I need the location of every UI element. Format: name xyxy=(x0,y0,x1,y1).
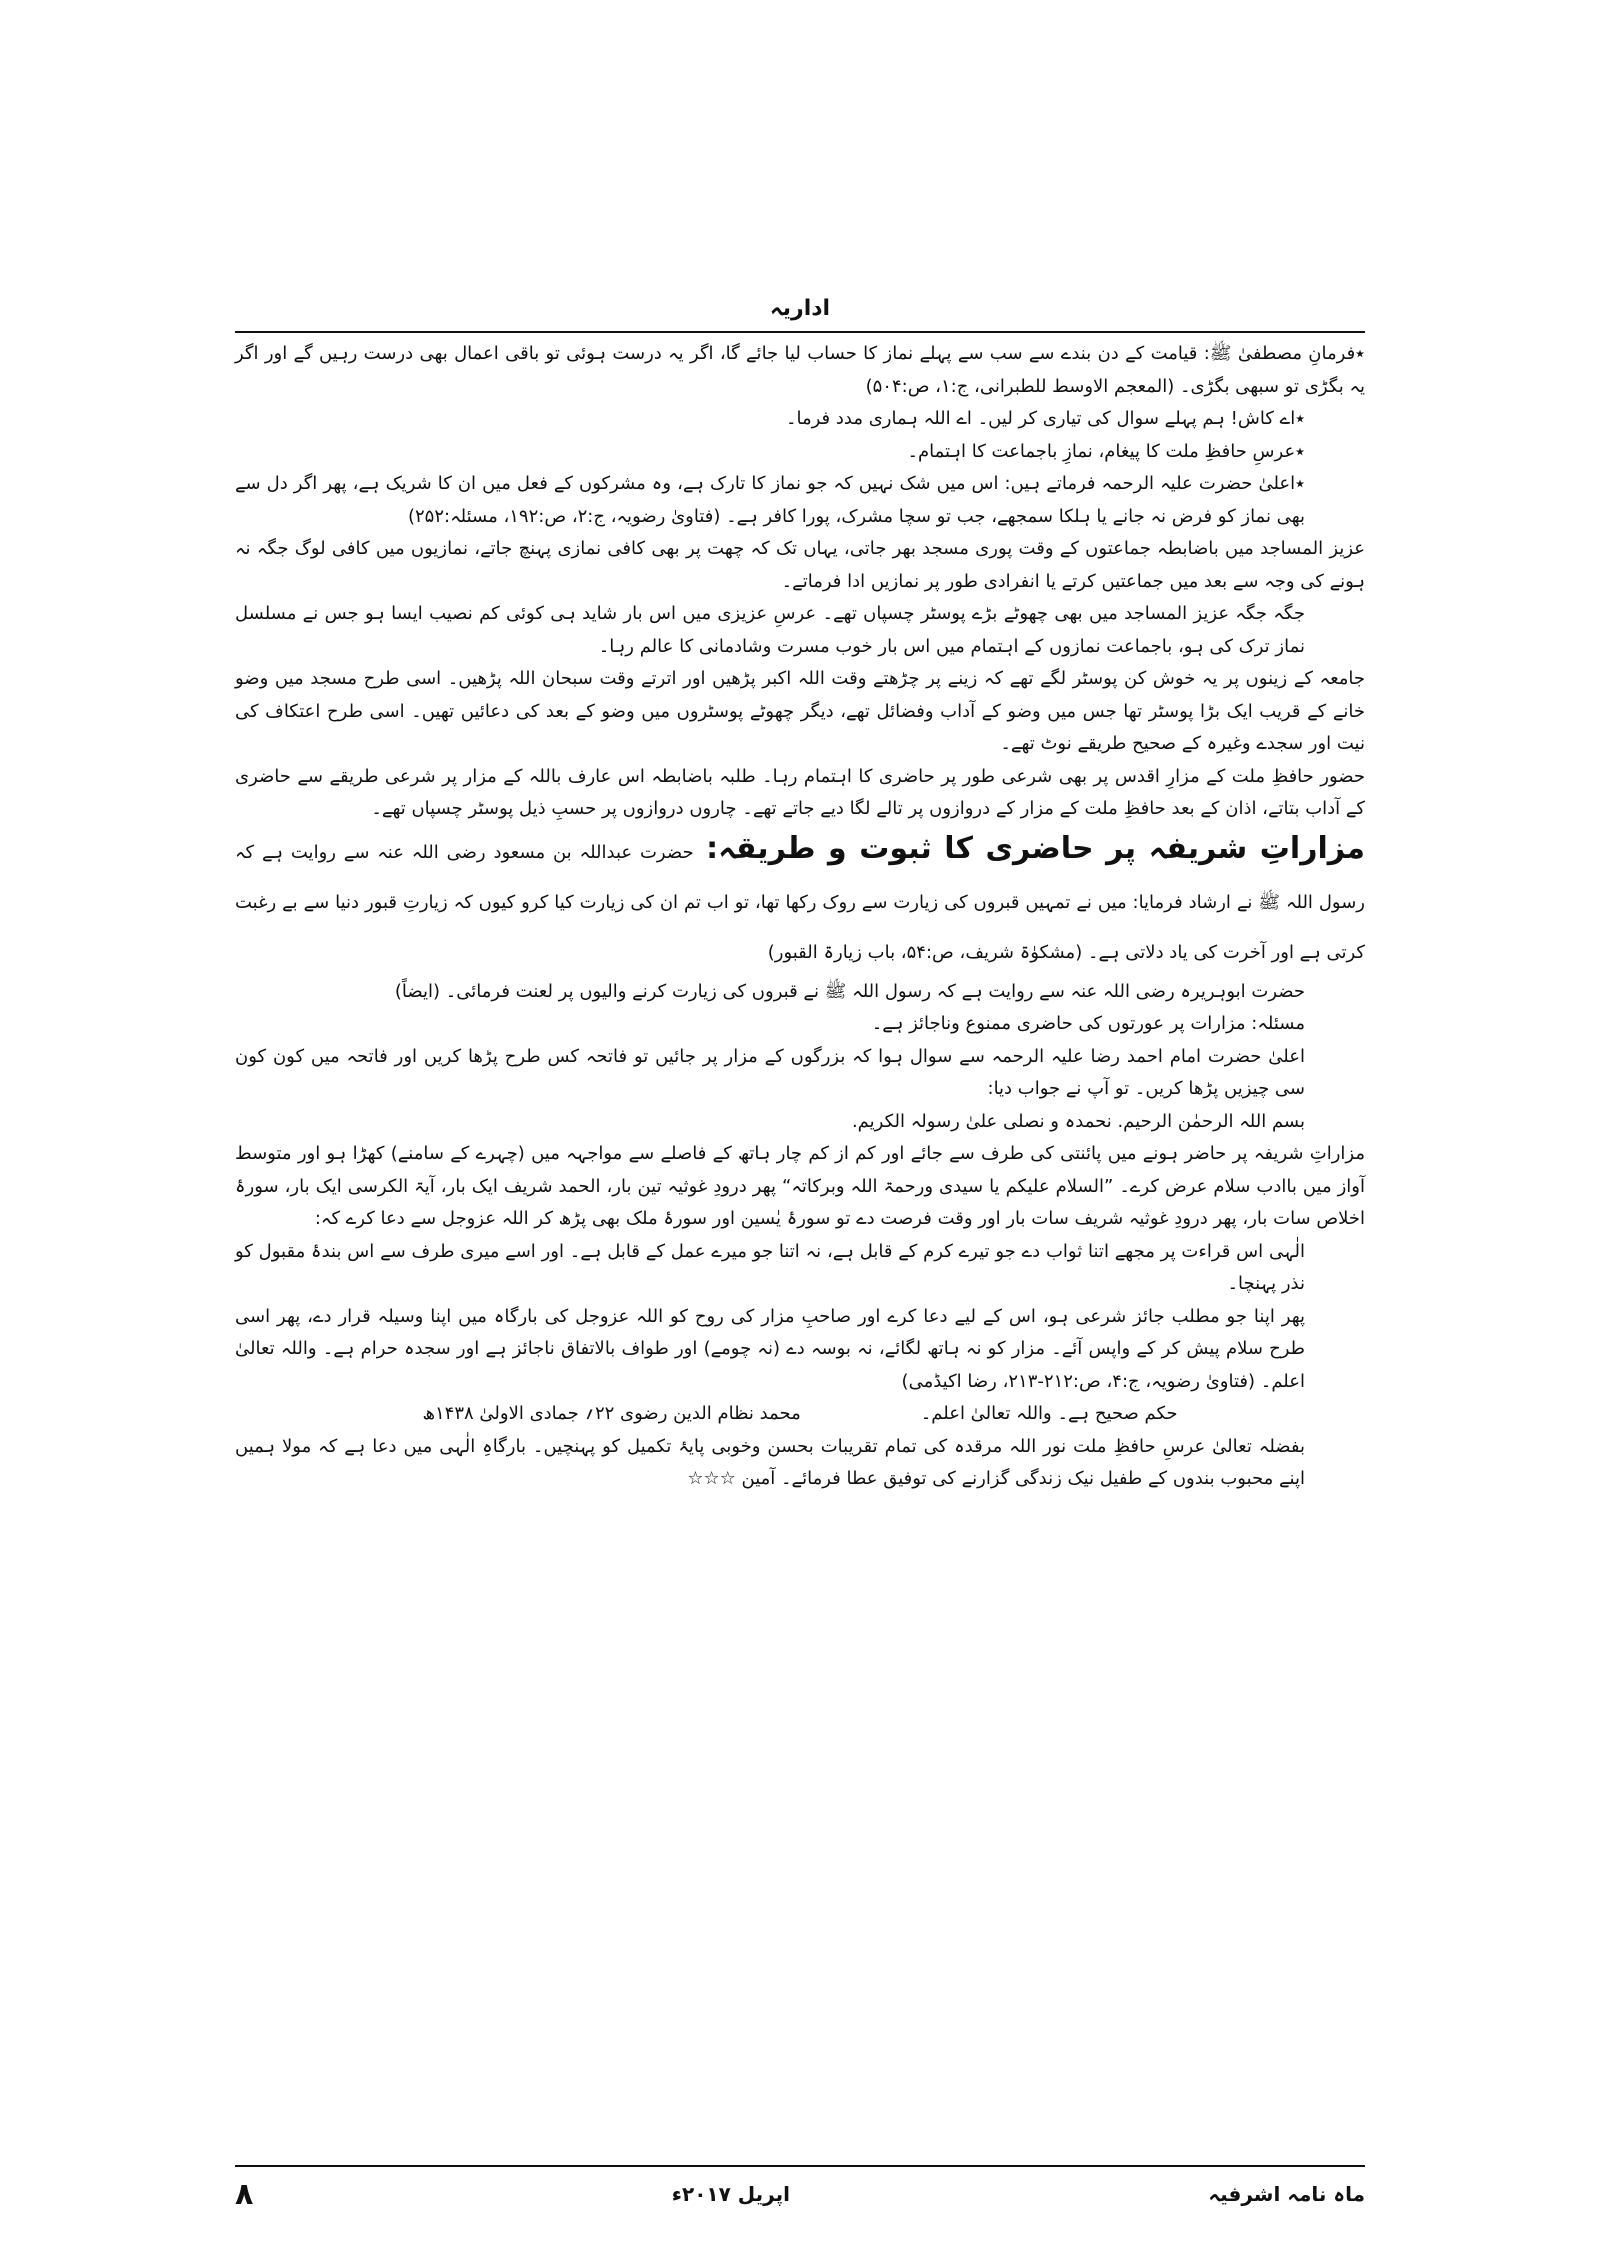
paragraph: بفضلہ تعالیٰ عرسِ حافظِ ملت نور اللہ مرقدہ کی تمام تقریبات بحسن وخوبی پایۂ تکمیل کو پہنچیں۔ بارگاہِ الٰہی میں دعا ہے کہ مولا ہمیں اپنے محبوب بندوں کے طفیل نیک زندگی گزارنے کی توفیق عطا فرمائے۔ آمین ☆☆☆ xyxy=(235,1435,1305,1489)
paragraph: پھر اپنا جو مطلب جائز شرعی ہو، اس کے لیے دعا کرے اور صاحبِ مزار کی روح کو اللہ عزوجل کی بارگاہ میں اپنا وسیلہ قرار دے، پھر اسی طرح سلام پیش کر کے واپس آئے۔ مزار کو نہ ہاتھ لگائے، نہ بوسہ دے (نہ چومے) اور طواف بالاتفاق ناجائز ہے اور سجدہ حرام ہے۔ واللہ تعالیٰ اعلم۔ (فتاویٰ رضویہ، ج:۴، ص:۲۱۲-۲۱۳، رضا اکیڈمی) xyxy=(235,1305,1305,1392)
paragraph: ٭اعلیٰ حضرت علیہ الرحمہ فرماتے ہیں: اس میں شک نہیں کہ جو نماز کا تارک ہے، وہ مشرکوں کے فعل میں ان کا شریک ہے، پھر اگر دل سے بھی نماز کو فرض نہ جانے یا ہلکا سمجھے، جب تو سچا مشرک، پورا کافر ہے۔ (فتاویٰ رضویہ، ج:۲، ص:۱۹۲، مسئلہ:۲۵۲) xyxy=(235,473,1305,527)
page-header-title: اداریہ xyxy=(769,296,831,321)
paragraph: حضور حافظِ ملت کے مزارِ اقدس پر بھی شرعی طور پر حاضری کا اہتمام رہا۔ طلبہ باضابطہ اس عارف باللہ کے مزار پر شرعی طریقے سے حاضری کے آداب بتاتے، اذان کے بعد حافظِ ملت کے مزار کے دروازوں پر تالے لگا دیے جاتے تھے۔ چاروں دروازوں پر حسبِ ذیل پوسٹر چسپاں تھے۔ xyxy=(235,765,1365,819)
paragraph: حضرت عبداللہ بن مسعود رضی اللہ عنہ سے روایت ہے کہ رسول اللہ ﷺ نے ارشاد فرمایا: میں نے تمہیں قبروں کی زیارت سے روک رکھا تھا، تو اب تم ان کی زیارت کیا کرو کیوں کہ زیارتِ قبور دنیا سے بے رغبت کرتی ہے اور آخرت کی یاد دلاتی ہے۔ (مشکوٰۃ شریف، ص:۵۴، باب زیارۃ القبور) xyxy=(235,841,1365,963)
paragraph: ٭فرمانِ مصطفیٰ ﷺ: قیامت کے دن بندے سے سب سے پہلے نماز کا حساب لیا جائے گا، اگر یہ درست ہوئی تو باقی اعمال بھی درست رہیں گے اور اگر یہ بگڑی تو سبھی بگڑی۔ (المعجم الاوسط للطبرانی، ج:۱، ص:۵۰۴) xyxy=(235,343,1365,397)
magazine-name: ماہ نامہ اشرفیہ xyxy=(1208,2182,1365,2206)
section-heading-paragraph xyxy=(235,826,1365,976)
section-heading: مزاراتِ شریفہ پر حاضری کا ثبوت و طریقہ: xyxy=(706,830,1365,866)
bismillah-line: بسم اللہ الرحمٰن الرحیم. نحمدہ و نصلی علیٰ رسولہ الکریم. xyxy=(851,1110,1305,1132)
signature-line xyxy=(235,1398,1365,1431)
article-body xyxy=(235,338,1365,2248)
verification-note: حکم صحیح ہے۔ واللہ تعالیٰ اعلم۔ xyxy=(920,1403,1178,1424)
issue-date: اپریل ۲۰۱۷ء xyxy=(671,2182,790,2206)
paragraph: مسئلہ: مزارات پر عورتوں کی حاضری ممنوع وناجائز ہے۔ xyxy=(871,1013,1305,1034)
paragraph: جامعہ کے زینوں پر یہ خوش کن پوسٹر لگے تھے کہ زینے پر چڑھتے وقت اللہ اکبر پڑھیں اور اترتے وقت سبحان اللہ پڑھیں۔ اسی طرح مسجد میں وضو خانے کے قریب ایک بڑا پوسٹر تھا جس میں وضو کے آداب وفضائل تھے، دیگر چھوٹے پوسٹروں میں وضو کے بعد کی دعائیں تھیں۔ اسی طرح اعتکاف کی نیت اور سجدے وغیرہ کے صحیح طریقے نوٹ تھے۔ xyxy=(235,668,1365,754)
paragraph: ٭اے کاش! ہم پہلے سوال کی تیاری کر لیں۔ اے اللہ ہماری مدد فرما۔ xyxy=(785,408,1305,429)
paragraph: اعلیٰ حضرت امام احمد رضا علیہ الرحمہ سے سوال ہوا کہ بزرگوں کے مزار پر جائیں تو فاتحہ کس طرح پڑھا کریں اور فاتحہ میں کون کون سی چیزیں پڑھا کریں۔ تو آپ نے جواب دیا: xyxy=(235,1045,1305,1099)
paragraph: الٰہی اس قراءت پر مجھے اتنا ثواب دے جو تیرے کرم کے قابل ہے، نہ اتنا جو میرے عمل کے قابل ہے۔ اور اسے میری طرف سے اس بندۂ مقبول کو نذر پہنچا۔ xyxy=(235,1240,1305,1294)
footer-rule xyxy=(235,2165,1365,2167)
signature: محمد نظام الدین رضوی ۲۲؍ جمادی الاولیٰ ۱۴۳۸ھ xyxy=(422,1403,801,1424)
paragraph: جگہ جگہ عزیز المساجد میں بھی چھوٹے بڑے پوسٹر چسپاں تھے۔ عرسِ عزیزی میں اس بار شاید ہی کوئی کم نصیب ایسا ہو جس نے مسلسل نماز ترک کی ہو، باجماعت نمازوں کے اہتمام میں اس بار خوب مسرت وشادمانی کا عالم رہا۔ xyxy=(235,603,1305,657)
paragraph: مزاراتِ شریفہ پر حاضر ہونے میں پائنتی کی طرف سے جائے اور کم از کم چار ہاتھ کے فاصلے سے مواجہہ میں (چہرے کے سامنے) کھڑا ہو اور متوسط آواز میں باادب سلام عرض کرے۔ ”السلام علیکم یا سیدی ورحمۃ اللہ وبرکاتہ“ پھر درودِ غوثیہ تین بار، الحمد شریف ایک بار، آیۃ الکرسی ایک بار، سورۂ اخلاص سات بار، پھر درودِ غوثیہ شریف سات بار اور وقت فرصت دے تو سورۂ یٰسین اور سورۂ ملک بھی پڑھ کر اللہ عزوجل سے دعا کرے کہ: xyxy=(235,1143,1365,1229)
page-number: ۸ xyxy=(235,2176,254,2212)
paragraph: حضرت ابوہریرہ رضی اللہ عنہ سے روایت ہے کہ رسول اللہ ﷺ نے قبروں کی زیارت کرنے والیوں پر لعنت فرمائی۔ (ایضاً) xyxy=(394,980,1305,1002)
paragraph: عزیز المساجد میں باضابطہ جماعتوں کے وقت پوری مسجد بھر جاتی، یہاں تک کہ چھت پر بھی کافی نمازی پہنچ جاتے، نمازیوں میں کافی لوگ جگہ نہ ہونے کی وجہ سے بعد میں جماعتیں کرتے یا انفرادی طور پر نمازیں ادا فرماتے۔ xyxy=(235,538,1365,592)
header-rule xyxy=(235,331,1365,333)
paragraph: ٭عرسِ حافظِ ملت کا پیغام، نمازِ باجماعت کا اہتمام۔ xyxy=(907,440,1305,462)
page-footer xyxy=(235,2172,1365,2216)
